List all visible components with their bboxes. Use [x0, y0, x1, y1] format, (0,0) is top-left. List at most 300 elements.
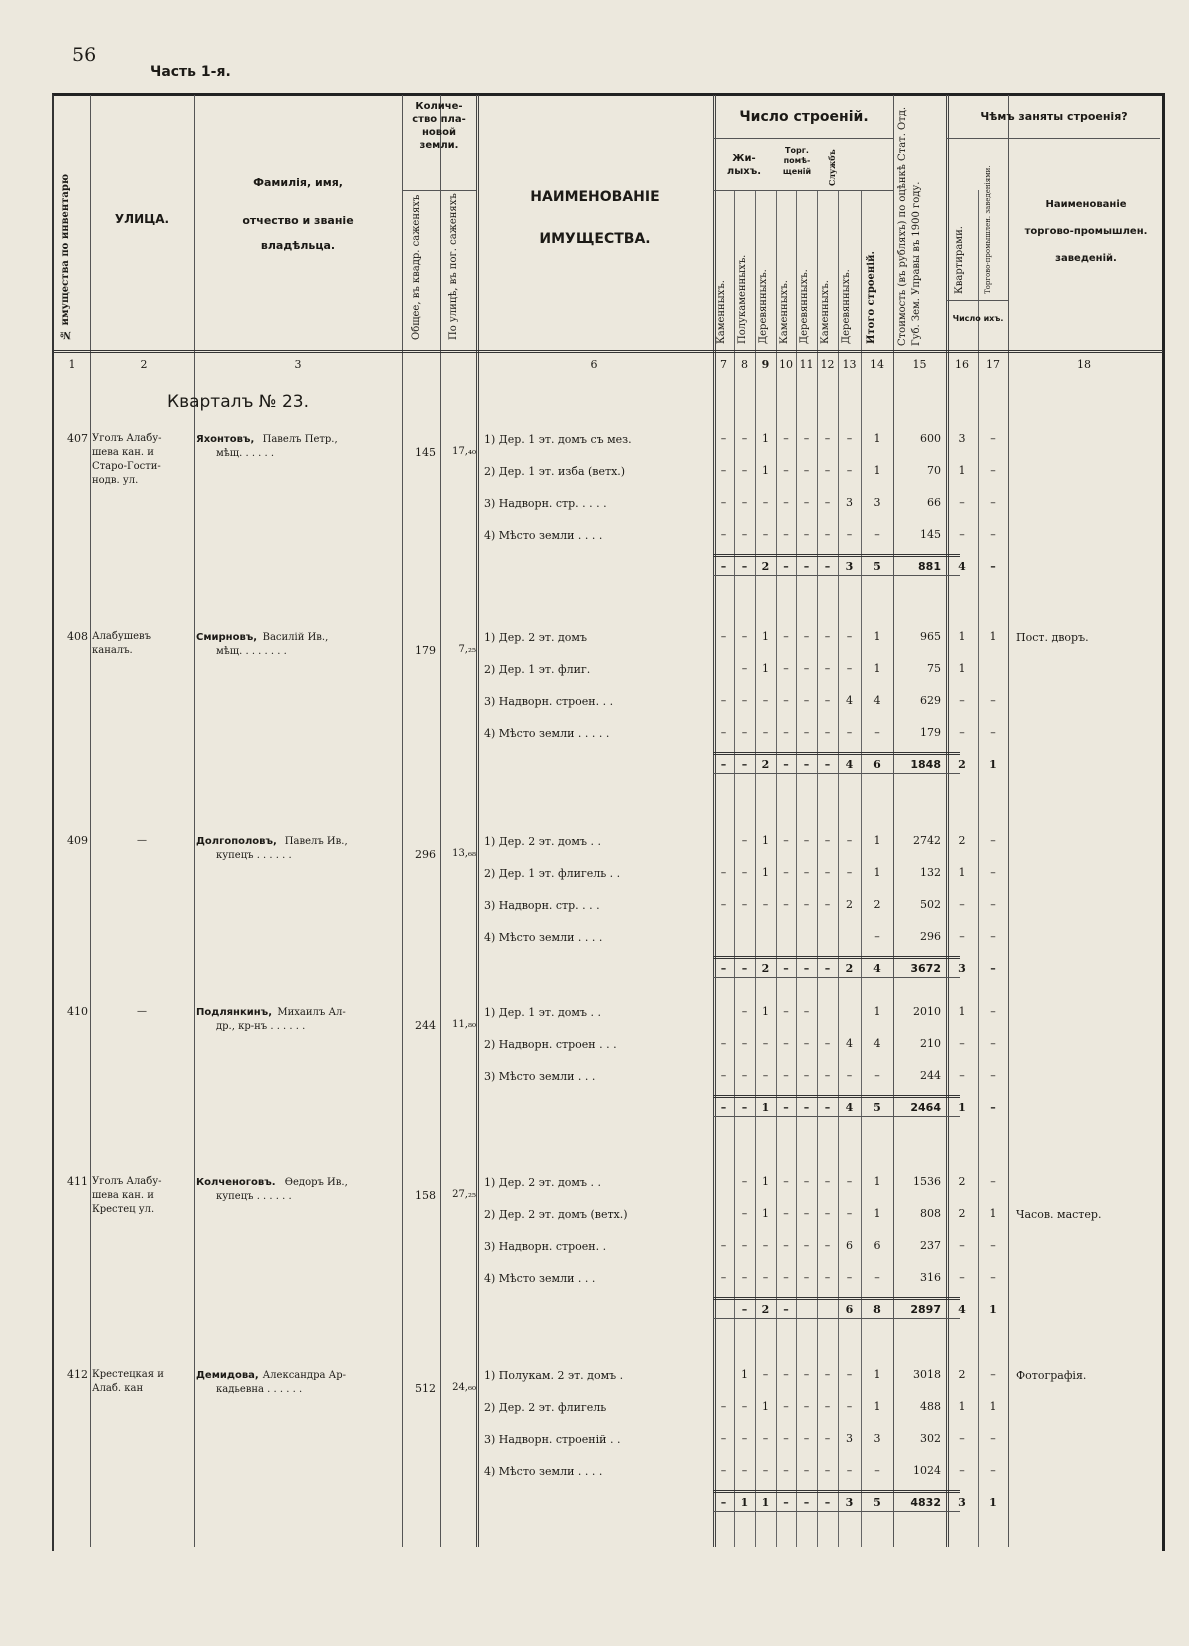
street-line: Крестецкая и	[92, 1369, 164, 1380]
building-count: –	[824, 726, 831, 739]
total-rule	[713, 956, 960, 959]
building-count: –	[803, 432, 810, 445]
street-line: Уголъ Алабу-	[92, 1176, 162, 1187]
street-line: Крестец ул.	[92, 1204, 155, 1215]
cost-value: 70	[927, 464, 941, 477]
building-count: –	[846, 834, 853, 847]
inventory-number: 409	[67, 834, 88, 847]
col-number: 14	[870, 358, 884, 371]
header-rule	[946, 300, 1008, 301]
enterprises-count: –	[990, 464, 996, 477]
building-count: –	[741, 834, 748, 847]
cost-value: 3018	[913, 1368, 941, 1381]
col-divider	[476, 95, 479, 1547]
building-count: 3	[846, 496, 853, 509]
total-building-count: –	[803, 1101, 810, 1114]
total-under-rule	[713, 1116, 960, 1117]
building-count: –	[803, 694, 810, 707]
building-count: –	[762, 1368, 769, 1381]
building-count: –	[846, 630, 853, 643]
col-number: 1	[68, 358, 76, 371]
building-count: –	[783, 726, 789, 739]
building-count: –	[783, 1175, 789, 1188]
owner-name: Павелъ Ив.,	[284, 836, 348, 847]
building-count: –	[803, 1400, 810, 1413]
street-line: Старо-Гости-	[92, 461, 161, 472]
total-rule	[713, 752, 960, 755]
building-count: 4	[873, 1037, 881, 1050]
apartments-count: –	[959, 1239, 965, 1252]
building-count: –	[874, 1271, 880, 1284]
header-count: Число ихъ.	[952, 314, 1004, 323]
building-count: –	[720, 694, 727, 707]
building-count: –	[803, 1207, 810, 1220]
owner-name: Ѳедоръ Ив.,	[284, 1177, 348, 1188]
building-count: –	[741, 662, 748, 675]
inventory-number: 407	[67, 432, 88, 445]
building-count: –	[783, 630, 789, 643]
building-count: –	[720, 726, 727, 739]
cost-value: 66	[927, 496, 941, 509]
header-c18-line2: торгово-промышлен.	[1024, 226, 1148, 237]
header-c13: Деревянныхъ.	[841, 269, 852, 344]
total-building-count: 6	[845, 1303, 854, 1316]
land-area: 512	[415, 1382, 436, 1395]
enterprises-count: –	[990, 834, 996, 847]
total-building-count: 5	[873, 560, 881, 573]
total-building-count: –	[824, 1496, 831, 1509]
enterprises-count: –	[990, 1464, 996, 1477]
part-label: Часть 1-я.	[150, 64, 231, 80]
cost-value: 75	[927, 662, 941, 675]
col-number: 7	[720, 358, 727, 371]
enterprises-count: –	[990, 1005, 996, 1018]
building-count: 1	[873, 1175, 881, 1188]
street-line: Алаб. кан	[92, 1383, 144, 1394]
col-number: 3	[294, 358, 302, 371]
apartments-count: 1	[958, 630, 966, 643]
building-count: 6	[846, 1239, 853, 1252]
building-count: –	[783, 694, 789, 707]
total-building-count: –	[741, 560, 748, 573]
building-count: –	[824, 496, 831, 509]
building-count: –	[783, 1271, 789, 1284]
total-building-count: –	[741, 1303, 748, 1316]
total-building-count: –	[824, 758, 831, 771]
building-count: –	[824, 1464, 831, 1477]
building-count: –	[720, 1464, 727, 1477]
street-line: шева кан. и	[92, 447, 154, 458]
building-count: 3	[846, 1432, 853, 1445]
header-rule	[713, 138, 893, 139]
building-count: –	[762, 1271, 769, 1284]
property-item: 1) Дер. 1 эт. домъ . .	[484, 1006, 601, 1019]
building-count: –	[846, 1368, 853, 1381]
building-count: –	[741, 866, 748, 879]
building-count: –	[824, 866, 831, 879]
col-divider	[946, 95, 949, 1547]
owner-surname: Смирновъ,	[196, 632, 258, 643]
col-number: 8	[741, 358, 748, 371]
street-frontage: 27,₂₅	[452, 1189, 476, 1200]
header-c11: Деревянныхъ.	[799, 269, 810, 344]
building-count: –	[803, 1368, 810, 1381]
total-building-count: –	[783, 560, 789, 573]
building-count: –	[846, 1271, 853, 1284]
building-count: –	[720, 866, 727, 879]
col-number: 15	[912, 358, 927, 371]
owner-surname: Подлянкинъ,	[196, 1007, 272, 1018]
street-line: нодв. ул.	[92, 475, 139, 486]
total-apartments: 3	[958, 962, 966, 975]
header-c12: Каменныхъ.	[820, 280, 831, 344]
building-count: –	[720, 1271, 727, 1284]
property-item: 3) Надворн. стр. . . .	[484, 899, 600, 912]
total-building-count: –	[783, 758, 789, 771]
building-count: –	[803, 1271, 810, 1284]
building-count: –	[824, 1069, 831, 1082]
building-count: –	[741, 1464, 748, 1477]
total-building-count: 2	[761, 1303, 770, 1316]
header-col6-line1: НАИМЕНОВАНІЕ	[530, 189, 660, 205]
cost-value: 2742	[913, 834, 941, 847]
table-frame	[52, 93, 1165, 1551]
property-item: 1) Дер. 2 эт. домъ . .	[484, 1176, 601, 1189]
total-building-count: 4	[845, 1101, 854, 1114]
building-count: –	[803, 1069, 810, 1082]
apartments-count: –	[959, 1464, 965, 1477]
building-count: –	[783, 1207, 789, 1220]
building-count: –	[846, 662, 853, 675]
total-enterprises: 1	[989, 1303, 997, 1316]
building-count: –	[824, 630, 831, 643]
inventory-number: 412	[67, 1368, 88, 1381]
total-apartments: 4	[958, 560, 966, 573]
apartments-count: –	[959, 930, 965, 943]
building-count: –	[720, 528, 727, 541]
col-divider	[90, 95, 91, 1547]
total-apartments: 3	[958, 1496, 966, 1509]
building-count: –	[803, 496, 810, 509]
header-col6	[480, 188, 710, 248]
total-building-count: –	[803, 560, 810, 573]
enterprises-count: –	[990, 866, 996, 879]
owner-title: купецъ . . . . . .	[216, 1191, 292, 1202]
cost-value: 629	[920, 694, 941, 707]
building-count: –	[783, 834, 789, 847]
col-number: 10	[779, 358, 793, 371]
building-count: –	[803, 1037, 810, 1050]
street-line: —	[137, 1006, 147, 1017]
building-count: –	[824, 528, 831, 541]
total-building-count: 6	[873, 758, 881, 771]
street-line: Уголъ Алабу-	[92, 433, 162, 444]
street-line: шева кан. и	[92, 1190, 154, 1201]
cost-value: 179	[920, 726, 941, 739]
building-count: 3	[873, 1432, 881, 1445]
building-count: –	[720, 1432, 727, 1445]
building-count: –	[741, 1271, 748, 1284]
apartments-count: 3	[958, 432, 966, 445]
building-count: –	[741, 694, 748, 707]
header-col2: УЛИЦА.	[114, 212, 170, 226]
enterprises-count: –	[990, 1271, 996, 1284]
building-count: –	[762, 1464, 769, 1477]
building-count: –	[720, 432, 727, 445]
building-count: 1	[762, 1005, 769, 1018]
enterprises-count: –	[990, 726, 996, 739]
enterprises-count: –	[990, 1432, 996, 1445]
building-count: –	[762, 1432, 769, 1445]
total-building-count: –	[824, 1101, 831, 1114]
header-col6-line2: ИМУЩЕСТВА.	[539, 231, 651, 248]
property-item: 4) Мѣсто земли . . . .	[484, 1465, 603, 1478]
street-frontage: 7,₂₅	[458, 644, 476, 655]
enterprises-count: –	[990, 432, 996, 445]
building-count: –	[762, 496, 769, 509]
property-item: 2) Дер. 1 эт. флигель . .	[484, 867, 621, 880]
total-under-rule	[713, 773, 960, 774]
cost-value: 145	[920, 528, 941, 541]
total-cost: 881	[918, 560, 941, 573]
street-line: —	[137, 835, 147, 846]
apartments-count: 1	[958, 464, 966, 477]
building-count: –	[874, 1069, 880, 1082]
total-building-count: –	[741, 1101, 748, 1114]
property-item: 2) Дер. 1 эт. изба (ветх.)	[484, 465, 626, 478]
building-count: –	[803, 898, 810, 911]
header-buildings: Число строеній.	[739, 109, 869, 125]
building-count: –	[783, 1037, 789, 1050]
building-count: –	[741, 726, 748, 739]
street-line: Алабушевъ	[92, 631, 151, 642]
property-item: 2) Дер. 1 эт. флиг.	[484, 663, 591, 676]
building-count: –	[803, 630, 810, 643]
building-count: –	[803, 1464, 810, 1477]
total-enterprises: –	[990, 1101, 996, 1114]
street-line: каналъ.	[92, 645, 133, 656]
building-count: 1	[762, 464, 769, 477]
col-divider	[194, 95, 195, 1547]
total-rule	[713, 1297, 960, 1300]
building-count: 1	[762, 662, 769, 675]
building-count: –	[874, 726, 880, 739]
building-count: 1	[762, 866, 769, 879]
total-enterprises: 1	[989, 1496, 997, 1509]
owner-title: мѣщ. . . . . . . .	[216, 646, 287, 657]
total-enterprises: –	[990, 560, 996, 573]
apartments-count: 2	[958, 1207, 966, 1220]
apartments-count: –	[959, 694, 965, 707]
owner-name: Михаилъ Ал-	[277, 1007, 346, 1018]
building-count: –	[783, 1400, 789, 1413]
building-count: 1	[873, 1400, 881, 1413]
building-count: –	[741, 1239, 748, 1252]
building-count: –	[720, 496, 727, 509]
enterprises-count: –	[990, 1175, 996, 1188]
building-count: –	[783, 662, 789, 675]
apartments-count: 1	[958, 1005, 966, 1018]
building-count: –	[720, 1239, 727, 1252]
cost-value: 600	[920, 432, 941, 445]
total-enterprises: 1	[989, 758, 997, 771]
owner-surname: Колченоговъ.	[196, 1177, 276, 1188]
building-count: –	[783, 432, 789, 445]
header-c16: Квартирами.	[954, 226, 965, 294]
building-count: –	[741, 1432, 748, 1445]
building-count: –	[846, 866, 853, 879]
building-count: –	[720, 1400, 727, 1413]
total-building-count: 5	[873, 1496, 881, 1509]
enterprises-count: –	[990, 1037, 996, 1050]
header-col1: № имущества по инвентарю	[60, 173, 71, 340]
land-area: 244	[415, 1019, 436, 1032]
building-count: –	[762, 528, 769, 541]
total-building-count: –	[720, 1496, 727, 1509]
cost-value: 1024	[913, 1464, 941, 1477]
total-rule	[713, 1490, 960, 1493]
property-item: 3) Мѣсто земли . . .	[484, 1070, 596, 1083]
header-c18-line3: заведеній.	[1055, 253, 1117, 264]
total-building-count: –	[720, 962, 727, 975]
apartments-count: –	[959, 1432, 965, 1445]
header-c9: Деревянныхъ.	[758, 269, 769, 344]
building-count: –	[824, 1432, 831, 1445]
header-rule	[946, 138, 1160, 139]
total-building-count: 2	[761, 962, 770, 975]
total-building-count: –	[741, 758, 748, 771]
header-c18-line1: Наименованіе	[1045, 199, 1127, 210]
header-c7: Каменныхъ.	[716, 280, 727, 344]
building-count: 2	[873, 898, 881, 911]
enterprises-count: –	[990, 528, 996, 541]
building-count: –	[824, 1037, 831, 1050]
property-item: 4) Мѣсто земли . . .	[484, 1272, 596, 1285]
enterprises-count: 1	[989, 1400, 997, 1413]
building-count: –	[846, 1069, 853, 1082]
header-trade: Торг. помѣ-щеній	[782, 146, 812, 176]
total-building-count: 4	[873, 962, 881, 975]
inventory-number: 408	[67, 630, 88, 643]
building-count: –	[783, 898, 789, 911]
building-count: –	[783, 496, 789, 509]
building-count: –	[783, 1069, 789, 1082]
owner-surname: Демидова,	[196, 1370, 259, 1381]
header-land: Количе-ство пла-новой земли.	[412, 101, 466, 151]
building-count: 6	[873, 1239, 881, 1252]
building-count: –	[824, 694, 831, 707]
building-count: –	[720, 898, 727, 911]
building-count: –	[741, 432, 748, 445]
building-count: –	[846, 1175, 853, 1188]
header-c10: Каменныхъ.	[779, 280, 790, 344]
building-count: –	[803, 1005, 810, 1018]
total-under-rule	[713, 977, 960, 978]
property-item: 2) Дер. 2 эт. домъ (ветх.)	[484, 1208, 628, 1221]
owner-surname: Долгополовъ,	[196, 836, 277, 847]
cost-value: 502	[920, 898, 941, 911]
building-count: –	[846, 1464, 853, 1477]
total-building-count: 1	[761, 1101, 770, 1114]
total-building-count: –	[783, 1303, 789, 1316]
building-count: –	[803, 662, 810, 675]
building-count: –	[803, 464, 810, 477]
apartments-count: 1	[958, 1400, 966, 1413]
building-count: –	[824, 1368, 831, 1381]
cost-value: 210	[920, 1037, 941, 1050]
cost-value: 244	[920, 1069, 941, 1082]
cost-value: 808	[920, 1207, 941, 1220]
inventory-number: 410	[67, 1005, 88, 1018]
building-count: 2	[846, 898, 853, 911]
building-count: –	[762, 898, 769, 911]
building-count: –	[824, 898, 831, 911]
header-rule	[713, 190, 893, 191]
total-cost: 2897	[910, 1303, 941, 1316]
apartments-count: 1	[958, 662, 966, 675]
total-under-rule	[713, 1318, 960, 1319]
col-number: 6	[590, 358, 598, 371]
building-count: 1	[873, 1207, 881, 1220]
building-count: –	[824, 1207, 831, 1220]
cost-value: 237	[920, 1239, 941, 1252]
enterprise-name: Фотографія.	[1016, 1369, 1087, 1382]
building-count: –	[824, 662, 831, 675]
page-number: 56	[72, 44, 97, 66]
total-cost: 2464	[910, 1101, 941, 1114]
header-col3-line1: Фамилія, имя,	[253, 176, 343, 189]
building-count: 1	[873, 834, 881, 847]
header-c18	[1010, 198, 1162, 265]
building-count: –	[741, 1400, 748, 1413]
inventory-number: 411	[67, 1175, 88, 1188]
building-count: –	[803, 528, 810, 541]
header-living: Жи-лыхъ.	[726, 153, 762, 177]
cost-value: 316	[920, 1271, 941, 1284]
land-area: 145	[415, 446, 436, 459]
building-count: –	[846, 528, 853, 541]
col-divider	[1008, 95, 1009, 1547]
street-frontage: 17,₄₀	[452, 446, 476, 457]
building-count: –	[803, 1432, 810, 1445]
building-count: –	[874, 930, 880, 943]
total-building-count: –	[720, 758, 727, 771]
land-area: 296	[415, 848, 436, 861]
owner-title: мѣщ. . . . . .	[216, 448, 275, 459]
street-frontage: 11,₈₀	[452, 1019, 476, 1030]
apartments-count: 2	[958, 1368, 966, 1381]
owner-surname: Яхонтовъ,	[196, 434, 255, 445]
header-c15: Стоимость (въ рубляхъ) по оцѣнкѣ Стат. Отд. Губ. Зем. Управы въ 1900 году.	[897, 106, 922, 346]
building-count: 4	[846, 1037, 853, 1050]
cost-value: 132	[920, 866, 941, 879]
property-item: 3) Надворн. строен. . .	[484, 695, 614, 708]
total-under-rule	[713, 575, 960, 576]
cost-value: 302	[920, 1432, 941, 1445]
apartments-count: –	[959, 1037, 965, 1050]
header-rule	[402, 190, 476, 191]
cost-value: 1536	[913, 1175, 941, 1188]
enterprises-count: –	[990, 496, 996, 509]
building-count: –	[803, 834, 810, 847]
property-item: 3) Надворн. строеній . .	[484, 1433, 621, 1446]
building-count: –	[803, 1175, 810, 1188]
owner-name: Павелъ Петр.,	[262, 434, 338, 445]
header-c17: Торгово-промышлен. заведеніями.	[984, 165, 992, 294]
total-cost: 3672	[910, 962, 941, 975]
col-divider	[893, 95, 894, 1547]
building-count: –	[720, 1069, 727, 1082]
